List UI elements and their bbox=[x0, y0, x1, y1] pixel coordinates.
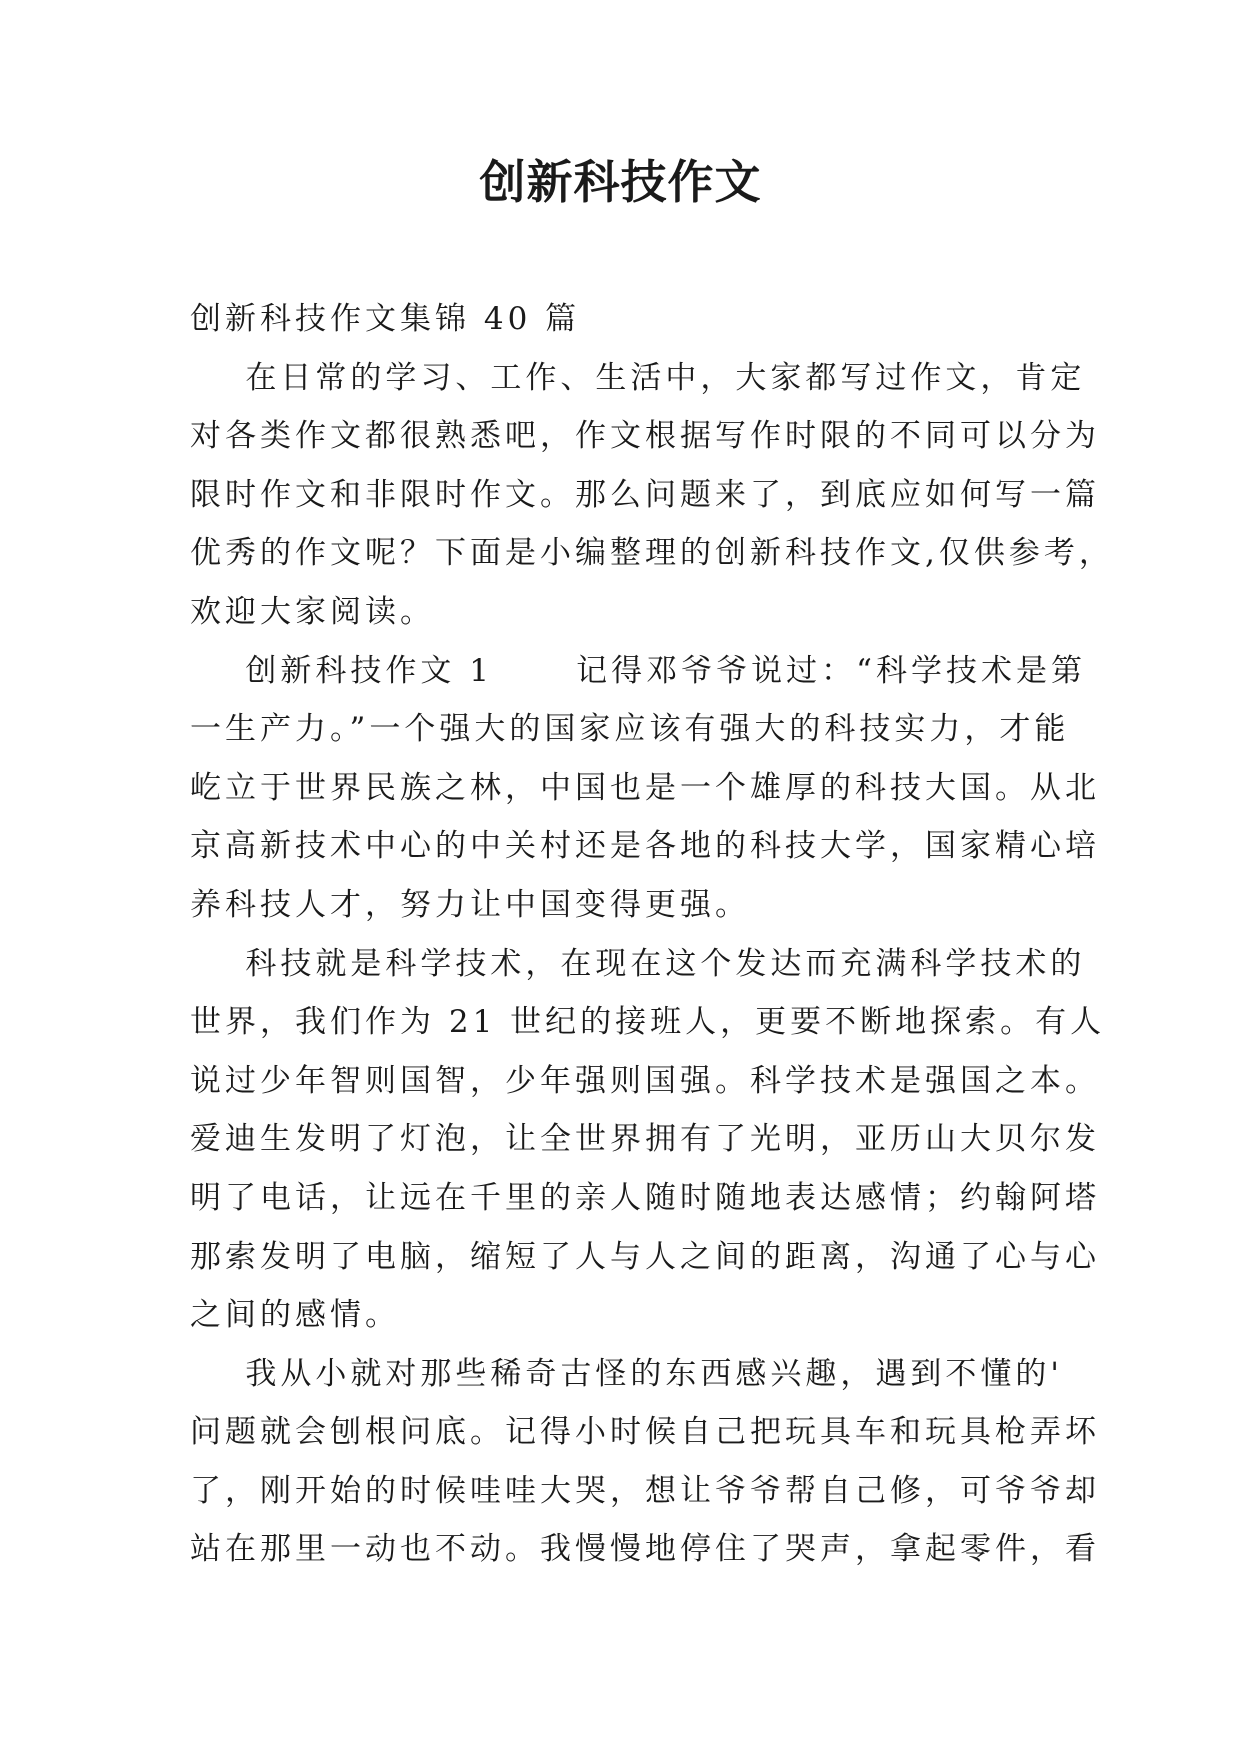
text-line: 了，刚开始的时候哇哇大哭，想让爷爷帮自己修，可爷爷却 bbox=[190, 1472, 1100, 1509]
text-line: 明了电话，让远在千里的亲人随时随地表达感情；约翰阿塔 bbox=[190, 1179, 1100, 1216]
text-line: 之间的感情。 bbox=[190, 1297, 400, 1334]
text-line: 爱迪生发明了灯泡，让全世界拥有了光明，亚历山大贝尔发 bbox=[190, 1121, 1100, 1158]
text-line: 优秀的作文呢？下面是小编整理的创新科技作文,仅供参考， bbox=[190, 535, 1114, 572]
text-line: 问题就会刨根问底。记得小时候自己把玩具车和玩具枪弄坏 bbox=[190, 1414, 1100, 1451]
text-line: 养科技人才，努力让中国变得更强。 bbox=[190, 886, 750, 923]
text-line: 创新科技作文 1 记得邓爷爷说过：“科学技术是第 bbox=[190, 652, 1086, 689]
text-line: 京高新技术中心的中关村还是各地的科技大学，国家精心培 bbox=[190, 828, 1100, 865]
text-line: 那索发明了电脑，缩短了人与人之间的距离，沟通了心与心 bbox=[190, 1238, 1100, 1275]
text-line: 创新科技作文集锦 40 篇 bbox=[190, 301, 581, 337]
document-body bbox=[190, 290, 1114, 1579]
text-line: 限时作文和非限时作文。那么问题来了，到底应如何写一篇 bbox=[190, 476, 1100, 513]
text-line: 站在那里一动也不动。我慢慢地停住了哭声，拿起零件，看 bbox=[190, 1531, 1100, 1568]
text-line: 世界，我们作为 21 世纪的接班人，更要不断地探索。有人 bbox=[190, 1004, 1106, 1041]
document-title: 创新科技作文 bbox=[479, 155, 762, 209]
text-line: 屹立于世界民族之林，中国也是一个雄厚的科技大国。从北 bbox=[190, 769, 1100, 806]
text-line: 在日常的学习、工作、生活中，大家都写过作文，肯定 bbox=[190, 359, 1086, 396]
text-line: 科技就是科学技术，在现在这个发达而充满科学技术的 bbox=[190, 945, 1086, 982]
text-line: 说过少年智则国智，少年强则国强。科学技术是强国之本。 bbox=[190, 1062, 1100, 1099]
text-line: 一生产力。”一个强大的国家应该有强大的科技实力，才能 bbox=[190, 711, 1070, 748]
text-line: 对各类作文都很熟悉吧，作文根据写作时限的不同可以分为 bbox=[190, 418, 1100, 455]
text-line: 我从小就对那些稀奇古怪的东西感兴趣，遇到不懂的' bbox=[190, 1355, 1063, 1392]
text-line: 欢迎大家阅读。 bbox=[190, 593, 435, 630]
